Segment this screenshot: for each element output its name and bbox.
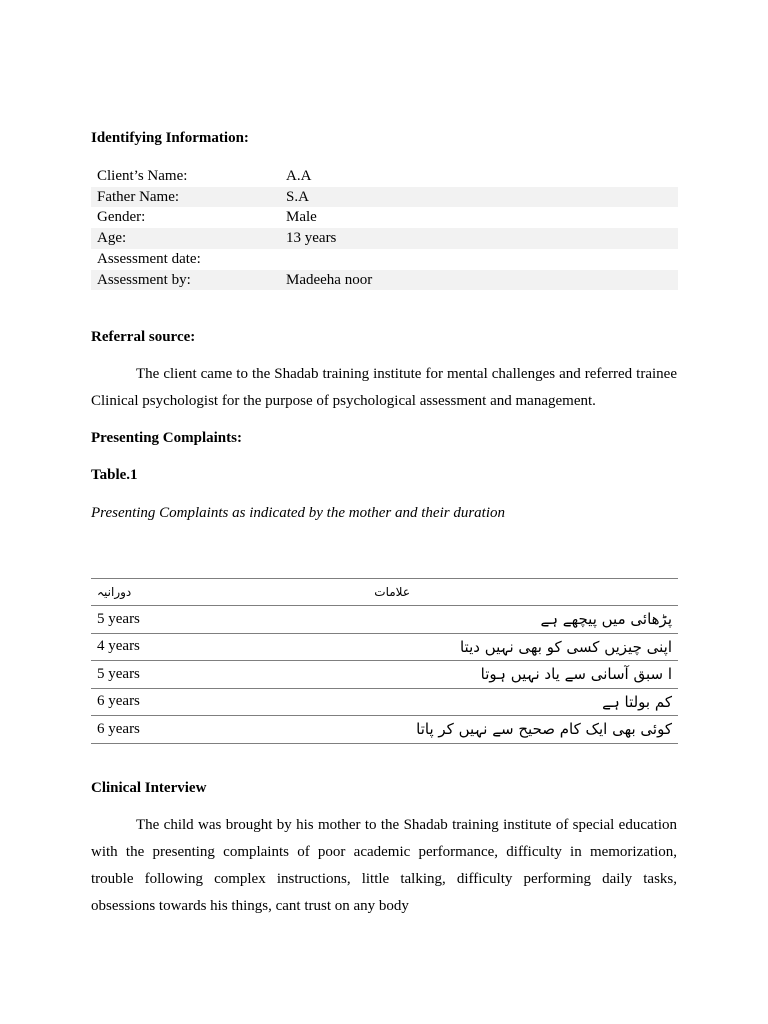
referral-text: The client came to the Shadab training institute for mental challenges and referred trainee Clinical psychologist for the purpose of psychological assessment and management. <box>91 366 677 409</box>
info-row-age <box>91 228 678 249</box>
table-row <box>91 716 678 744</box>
info-row-father-name <box>91 187 678 208</box>
duration-cell: 6 years <box>91 716 163 744</box>
table-row <box>91 661 678 689</box>
interview-text: The child was brought by his mother to the Shadab training institute of special education with the presenting complaints of poor academic performance, difficulty in memorization, trouble following complex instructions, little talking, difficulty performing daily tasks, obsessions towards his things, cant trust on any body <box>91 817 677 914</box>
duration-column-header: دورانیہ <box>91 579 163 606</box>
table-header-row <box>91 579 678 606</box>
info-label: Assessment by: <box>91 270 280 291</box>
clinical-interview-heading: Clinical Interview <box>91 780 207 796</box>
symptom-cell: پڑھائی میں پیچھے ہے <box>163 606 678 634</box>
presenting-complaints-heading: Presenting Complaints: <box>91 430 242 446</box>
info-value: Male <box>286 209 317 226</box>
symptom-cell: ا سبق آسانی سے یاد نہیں ہوتا <box>163 661 678 689</box>
info-label: Client’s Name: <box>97 168 188 184</box>
info-value <box>280 249 678 270</box>
info-row-gender <box>91 207 678 228</box>
info-label: Age: <box>91 228 280 249</box>
table-label: Table.1 <box>91 467 138 483</box>
info-row-assessment-date <box>91 249 678 270</box>
duration-cell: 5 years <box>91 661 163 689</box>
duration-cell: 4 years <box>91 633 163 661</box>
identifying-information-table <box>91 166 678 290</box>
presenting-complaints-table <box>91 578 678 744</box>
table-row <box>91 688 678 716</box>
table-row <box>91 633 678 661</box>
symptom-cell: کوئی بھی ایک کام صحیح سے نہیں کر پاتا <box>163 716 678 744</box>
symptoms-column-header: علامات <box>163 579 678 606</box>
table-row <box>91 606 678 634</box>
info-label: Assessment date: <box>97 250 201 267</box>
duration-cell: 6 years <box>91 688 163 716</box>
info-value: 13 years <box>280 228 678 249</box>
info-label: Father Name: <box>91 187 280 208</box>
info-value: A.A <box>286 168 312 184</box>
info-row-client-name <box>91 166 678 187</box>
clinical-interview-paragraph <box>91 812 677 920</box>
info-label: Gender: <box>97 209 146 226</box>
info-row-assessment-by <box>91 270 678 291</box>
identifying-information-heading: Identifying Information: <box>91 130 249 146</box>
info-value: S.A <box>280 187 678 208</box>
symptom-cell: کم بولتا ہے <box>163 688 678 716</box>
symptom-cell: اپنی چیزیں کسی کو بھی نہیں دیتا <box>163 633 678 661</box>
referral-paragraph <box>91 361 677 415</box>
info-value: Madeeha noor <box>280 270 678 291</box>
table-caption: Presenting Complaints as indicated by the mother and their duration <box>91 505 505 521</box>
duration-cell: 5 years <box>91 606 163 634</box>
referral-source-heading: Referral source: <box>91 329 196 345</box>
